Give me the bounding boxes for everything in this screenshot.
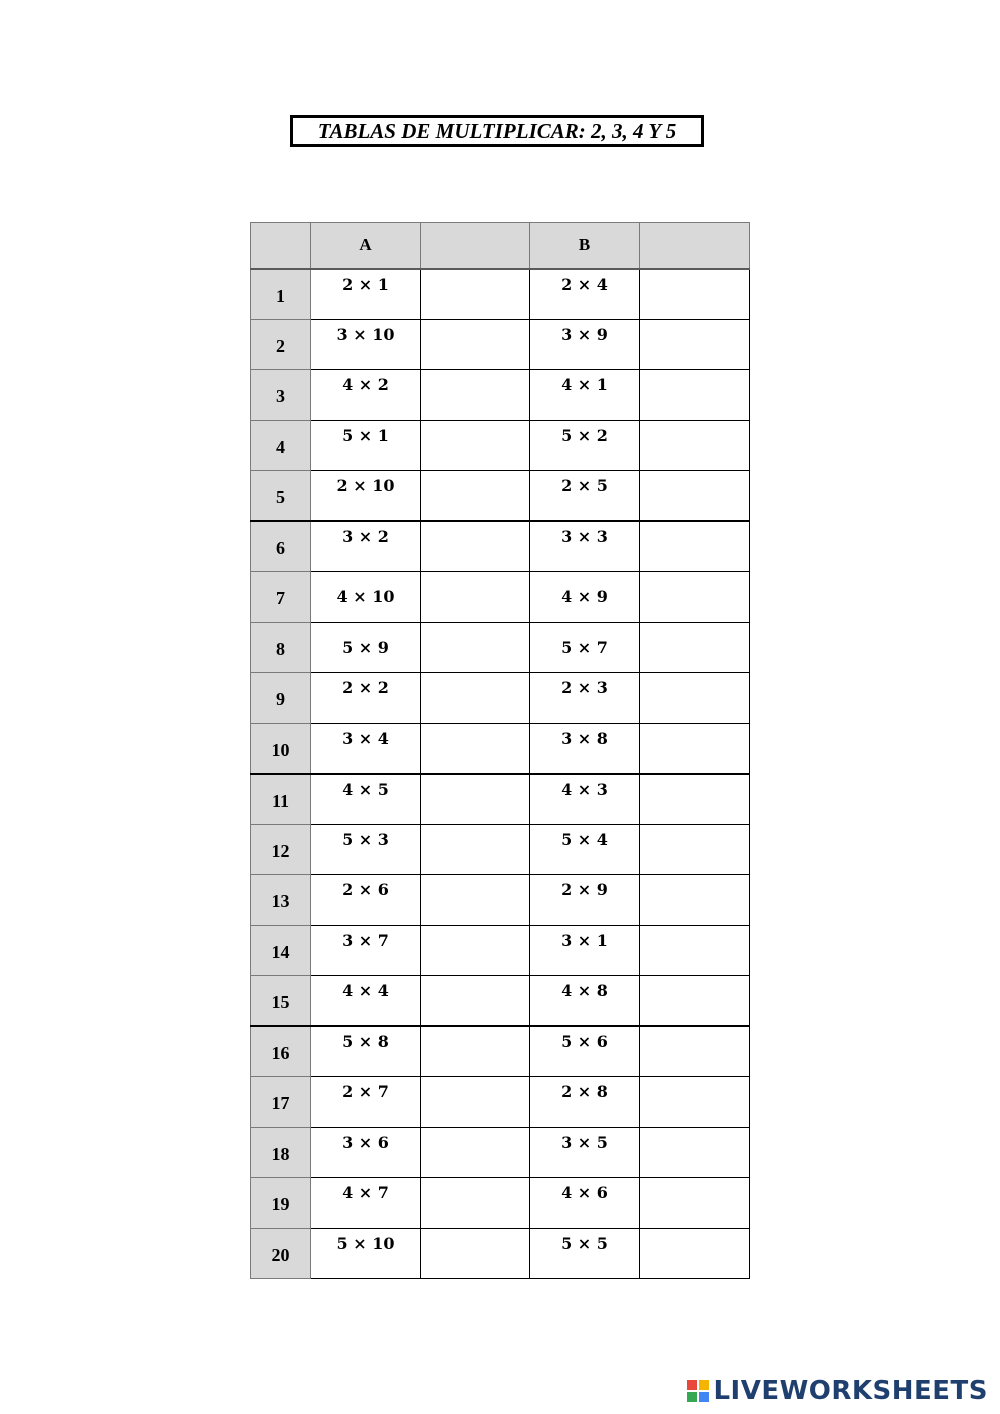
table-header-row — [251, 223, 750, 269]
row-number: 12 — [251, 824, 311, 875]
answer-a-cell[interactable] — [421, 521, 530, 572]
answer-a-cell[interactable] — [421, 673, 530, 724]
row-number: 3 — [251, 370, 311, 421]
operation-b: 4 × 3 — [530, 774, 640, 825]
operation-a: 4 × 5 — [311, 774, 421, 825]
table-row — [251, 774, 750, 825]
operation-b: 5 × 4 — [530, 824, 640, 875]
answer-b-input[interactable] — [640, 421, 749, 471]
operation-b: 2 × 5 — [530, 471, 640, 522]
answer-b-cell[interactable] — [640, 622, 750, 673]
answer-a-input[interactable] — [421, 976, 529, 1025]
table-row — [251, 925, 750, 976]
answer-a-cell[interactable] — [421, 723, 530, 774]
answer-a-cell[interactable] — [421, 824, 530, 875]
answer-a-cell[interactable] — [421, 370, 530, 421]
operation-a: 3 × 7 — [311, 925, 421, 976]
answer-b-cell[interactable] — [640, 521, 750, 572]
table-row — [251, 521, 750, 572]
answer-b-input[interactable] — [640, 775, 749, 824]
answer-b-cell[interactable] — [640, 471, 750, 522]
answer-a-input[interactable] — [421, 471, 529, 520]
operation-b: 3 × 8 — [530, 723, 640, 774]
table-row — [251, 420, 750, 471]
row-number: 10 — [251, 723, 311, 774]
table-row — [251, 1077, 750, 1128]
answer-a-cell[interactable] — [421, 269, 530, 320]
operation-a: 5 × 8 — [311, 1026, 421, 1077]
answer-a-cell[interactable] — [421, 1077, 530, 1128]
answer-b-input[interactable] — [640, 1178, 749, 1228]
multiplication-table — [250, 222, 750, 1279]
operation-b: 5 × 2 — [530, 420, 640, 471]
operation-a: 2 × 2 — [311, 673, 421, 724]
answer-b-input[interactable] — [640, 623, 749, 673]
answer-a-cell[interactable] — [421, 1228, 530, 1279]
answer-a-input[interactable] — [421, 421, 529, 471]
answer-a-input[interactable] — [421, 1128, 529, 1178]
table-row — [251, 622, 750, 673]
answer-b-cell[interactable] — [640, 370, 750, 421]
answer-a-cell[interactable] — [421, 622, 530, 673]
operation-b: 2 × 4 — [530, 269, 640, 320]
brand-name: LIVEWORKSHEETS — [713, 1376, 988, 1406]
operation-b: 5 × 6 — [530, 1026, 640, 1077]
answer-b-input[interactable] — [640, 1027, 749, 1076]
answer-b-cell[interactable] — [640, 875, 750, 926]
row-number: 2 — [251, 319, 311, 370]
operation-a: 4 × 7 — [311, 1178, 421, 1229]
answer-b-input[interactable] — [640, 1229, 749, 1279]
operation-a: 2 × 10 — [311, 471, 421, 522]
answer-a-input[interactable] — [421, 320, 529, 370]
operation-b: 2 × 8 — [530, 1077, 640, 1128]
answer-a-cell[interactable] — [421, 471, 530, 522]
row-number: 11 — [251, 774, 311, 825]
answer-b-input[interactable] — [640, 673, 749, 723]
answer-b-cell[interactable] — [640, 673, 750, 724]
answer-a-input[interactable] — [421, 572, 529, 622]
operation-b: 3 × 9 — [530, 319, 640, 370]
answer-a-input[interactable] — [421, 724, 529, 773]
row-number: 9 — [251, 673, 311, 724]
operation-a: 3 × 2 — [311, 521, 421, 572]
row-number: 7 — [251, 572, 311, 623]
answer-b-input[interactable] — [640, 471, 749, 520]
answer-a-cell[interactable] — [421, 976, 530, 1027]
column-header-b-answer — [640, 223, 750, 269]
answer-b-cell[interactable] — [640, 319, 750, 370]
answer-a-input[interactable] — [421, 623, 529, 673]
answer-b-cell[interactable] — [640, 420, 750, 471]
answer-b-input[interactable] — [640, 1077, 749, 1127]
answer-b-input[interactable] — [640, 370, 749, 420]
operation-b: 4 × 9 — [530, 572, 640, 623]
operation-a: 3 × 10 — [311, 319, 421, 370]
answer-b-cell[interactable] — [640, 774, 750, 825]
answer-a-input[interactable] — [421, 1027, 529, 1076]
answer-b-cell[interactable] — [640, 1228, 750, 1279]
table-row — [251, 1026, 750, 1077]
operation-b: 3 × 1 — [530, 925, 640, 976]
answer-a-input[interactable] — [421, 926, 529, 976]
row-number: 15 — [251, 976, 311, 1027]
answer-a-input[interactable] — [421, 1077, 529, 1127]
answer-a-input[interactable] — [421, 1229, 529, 1279]
answer-b-cell[interactable] — [640, 824, 750, 875]
operation-a: 4 × 4 — [311, 976, 421, 1027]
table-row — [251, 976, 750, 1027]
operation-a: 4 × 10 — [311, 572, 421, 623]
operation-a: 5 × 9 — [311, 622, 421, 673]
table-row — [251, 824, 750, 875]
table-row — [251, 370, 750, 421]
answer-a-input[interactable] — [421, 1178, 529, 1228]
answer-a-cell[interactable] — [421, 925, 530, 976]
row-number: 8 — [251, 622, 311, 673]
corner-cell — [251, 223, 311, 269]
row-number: 13 — [251, 875, 311, 926]
column-header-a-answer — [421, 223, 530, 269]
answer-a-cell[interactable] — [421, 1026, 530, 1077]
answer-a-input[interactable] — [421, 522, 529, 571]
liveworksheets-brand — [687, 1376, 988, 1406]
column-header-b: B — [530, 223, 640, 269]
answer-b-input[interactable] — [640, 572, 749, 622]
answer-b-input[interactable] — [640, 320, 749, 370]
operation-a: 4 × 2 — [311, 370, 421, 421]
answer-a-cell[interactable] — [421, 1127, 530, 1178]
operation-b: 5 × 5 — [530, 1228, 640, 1279]
operation-b: 4 × 1 — [530, 370, 640, 421]
answer-b-input[interactable] — [640, 724, 749, 773]
table-row — [251, 1178, 750, 1229]
answer-b-input[interactable] — [640, 270, 749, 319]
table-row — [251, 572, 750, 623]
answer-a-cell[interactable] — [421, 875, 530, 926]
answer-b-cell[interactable] — [640, 925, 750, 976]
operation-b: 3 × 3 — [530, 521, 640, 572]
answer-b-cell[interactable] — [640, 269, 750, 320]
row-number: 5 — [251, 471, 311, 522]
answer-a-cell[interactable] — [421, 1178, 530, 1229]
row-number: 1 — [251, 269, 311, 320]
answer-b-cell[interactable] — [640, 572, 750, 623]
answer-b-input[interactable] — [640, 875, 749, 925]
answer-a-cell[interactable] — [421, 319, 530, 370]
operation-b: 5 × 7 — [530, 622, 640, 673]
answer-b-input[interactable] — [640, 926, 749, 976]
row-number: 16 — [251, 1026, 311, 1077]
answer-b-input[interactable] — [640, 976, 749, 1025]
answer-a-cell[interactable] — [421, 774, 530, 825]
operation-a: 5 × 10 — [311, 1228, 421, 1279]
column-header-a: A — [311, 223, 421, 269]
answer-a-cell[interactable] — [421, 420, 530, 471]
operation-a: 5 × 1 — [311, 420, 421, 471]
table-row — [251, 319, 750, 370]
answer-b-cell[interactable] — [640, 976, 750, 1027]
answer-a-input[interactable] — [421, 825, 529, 875]
answer-b-input[interactable] — [640, 522, 749, 571]
operation-a: 2 × 6 — [311, 875, 421, 926]
operation-b: 4 × 8 — [530, 976, 640, 1027]
answer-b-input[interactable] — [640, 825, 749, 875]
operation-b: 2 × 9 — [530, 875, 640, 926]
operation-a: 3 × 6 — [311, 1127, 421, 1178]
liveworksheets-logo-icon — [687, 1380, 709, 1402]
operation-a: 5 × 3 — [311, 824, 421, 875]
table-row — [251, 1228, 750, 1279]
answer-a-input[interactable] — [421, 875, 529, 925]
operation-b: 2 × 3 — [530, 673, 640, 724]
operation-a: 2 × 7 — [311, 1077, 421, 1128]
table-row — [251, 723, 750, 774]
answer-a-input[interactable] — [421, 370, 529, 420]
table-row — [251, 673, 750, 724]
row-number: 6 — [251, 521, 311, 572]
operation-b: 4 × 6 — [530, 1178, 640, 1229]
answer-a-input[interactable] — [421, 673, 529, 723]
answer-b-cell[interactable] — [640, 1077, 750, 1128]
answer-a-cell[interactable] — [421, 572, 530, 623]
row-number: 19 — [251, 1178, 311, 1229]
table-row — [251, 269, 750, 320]
row-number: 18 — [251, 1127, 311, 1178]
row-number: 17 — [251, 1077, 311, 1128]
table-row — [251, 875, 750, 926]
answer-b-cell[interactable] — [640, 1178, 750, 1229]
operation-a: 2 × 1 — [311, 269, 421, 320]
answer-b-input[interactable] — [640, 1128, 749, 1178]
table-row — [251, 471, 750, 522]
answer-a-input[interactable] — [421, 775, 529, 824]
answer-a-input[interactable] — [421, 270, 529, 319]
operation-a: 3 × 4 — [311, 723, 421, 774]
answer-b-cell[interactable] — [640, 1026, 750, 1077]
row-number: 20 — [251, 1228, 311, 1279]
row-number: 14 — [251, 925, 311, 976]
row-number: 4 — [251, 420, 311, 471]
table-row — [251, 1127, 750, 1178]
operation-b: 3 × 5 — [530, 1127, 640, 1178]
table-body — [251, 269, 750, 1279]
worksheet-title: TABLAS DE MULTIPLICAR: 2, 3, 4 Y 5 — [290, 115, 704, 147]
answer-b-cell[interactable] — [640, 723, 750, 774]
answer-b-cell[interactable] — [640, 1127, 750, 1178]
